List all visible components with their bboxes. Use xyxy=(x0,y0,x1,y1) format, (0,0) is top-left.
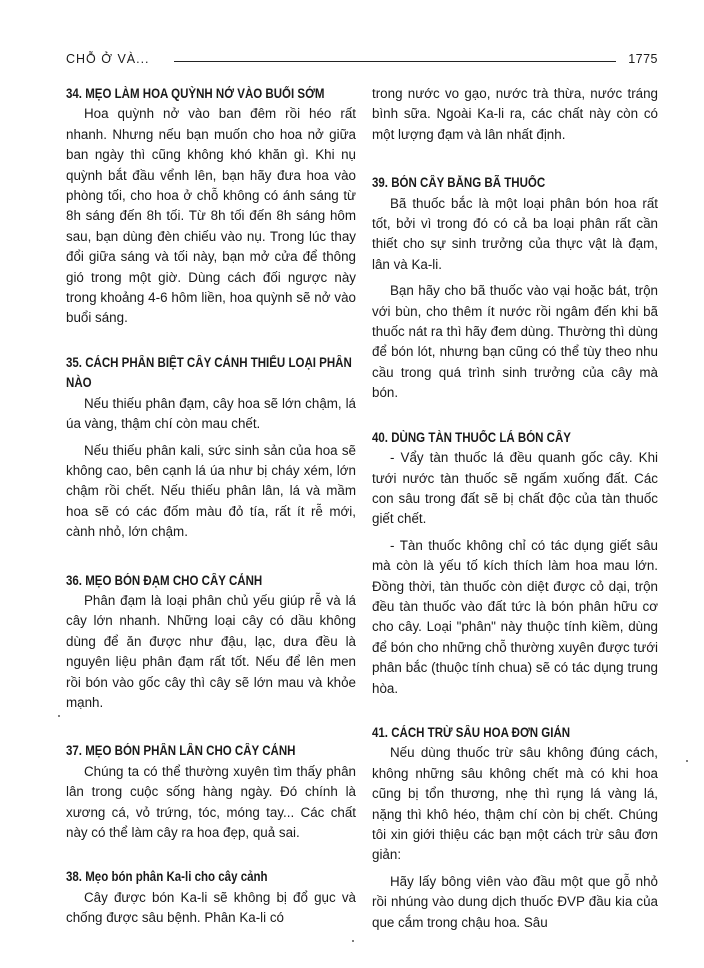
scan-speck xyxy=(352,940,354,942)
section-39-paragraph-1: Bã thuốc bắc là một loại phân bón hoa rất tốt, bởi vì trong đó có cả ba loại phân rất cần thiết cho sự sinh trưởng của thực vật là đạm, lân và Ka-li. xyxy=(372,195,658,272)
section-heading-40: 40. DÙNG TÀN THUỐC LÁ BÓN CÂY xyxy=(372,429,571,445)
section-41-paragraph-2: Hãy lấy bông viên vào đầu một que gỗ nhỏ rồi nhúng vào dung dịch thuốc ĐVP đầu kia của que cắm trong chậu hoa. Sâu xyxy=(372,873,658,930)
scan-speck xyxy=(58,715,60,717)
header-rule xyxy=(174,61,616,62)
section-35-paragraph-2: Nếu thiếu phân kali, sức sinh sản của hoa sẽ không cao, bên cạnh lá úa như bị cháy xém, lớn chậm rồi chết. Nếu thiếu phân lân, lá và mầm hoa sẽ có các đốm màu đỏ tía, rất ít rễ mới, cành nhỏ, lớn chậm. xyxy=(66,442,356,540)
section-heading-38: 38. Mẹo bón phân Ka-li cho cây cảnh xyxy=(66,869,268,885)
section-heading-35: 35. CÁCH PHÂN BIỆT CÂY CẢNH THIẾU LOẠI PHÂN NÀO xyxy=(66,354,352,391)
section-36-paragraph: Phân đạm là loại phân chủ yếu giúp rễ và lá cây lớn nhanh. Những loại cây có dầu không dùng để ăn được như đậu, lạc, dưa đều là nguyên liệu phân đạm rất tốt. Nếu để lên men rồi bón vào gốc cây thì cây sẽ lớn mau và khỏe mạnh. xyxy=(66,592,356,710)
section-heading-37: 37. MẸO BÓN PHÂN LÂN CHO CÂY CẢNH xyxy=(66,743,296,759)
section-40-paragraph-1: - Vẩy tàn thuốc lá đều quanh gốc cây. Khi tưới nước tàn thuốc sẽ ngấm xuống đất. Các con sâu trong đất sẽ bị chất độc của tàn thuốc giết chết. xyxy=(372,450,658,527)
section-heading-39: 39. BÓN CÂY BẰNG BÃ THUỐC xyxy=(372,175,546,191)
section-41-paragraph-1: Nếu dùng thuốc trừ sâu không đúng cách, không những sâu không chết mà có khi hoa cũng bị tổn thương, nhẹ thì rụng lá vàng lá, nặng thì khô héo, thậm chí còn bị chết. Chúng tôi xin giới thiệu các bạn một cách trừ sâu đơn giản: xyxy=(372,745,658,863)
section-39-paragraph-2: Bạn hãy cho bã thuốc vào vại hoặc bát, trộn với bùn, cho thêm ít nước rồi ngâm đến khi bã thuốc nát ra thì hãy đem dùng. Thường thì dùng để bón lót, nhưng bạn cũng có thể tùy theo nhu cầu trong quá trình sinh trưởng của cây mà bón. xyxy=(372,283,658,401)
section-heading-36: 36. MẸO BÓN ĐẠM CHO CÂY CẢNH xyxy=(66,572,263,588)
section-37-paragraph: Chúng ta có thể thường xuyên tìm thấy phân lân trong cuộc sống hàng ngày. Đó chính là xương cá, vỏ trứng, tóc, móng tay... Các chất này có thể làm cây ra hoa đẹp, quả sai. xyxy=(66,763,356,840)
section-heading-41: 41. CÁCH TRỪ SÂU HOA ĐƠN GIẢN xyxy=(372,724,571,740)
scan-speck xyxy=(686,760,688,762)
left-column xyxy=(66,84,356,929)
continued-paragraph: trong nước vo gạo, nước trà thừa, nước tráng bình sữa. Ngoài Ka-li ra, các chất này còn có một lượng đạm và lân nhất định. xyxy=(372,86,658,142)
running-title: CHỖ Ở VÀ... xyxy=(66,52,150,66)
section-heading-34: 34. MẸO LÀM HOA QUỲNH NỞ VÀO BUỔI SỚM xyxy=(66,86,325,101)
page-number: 1775 xyxy=(628,52,658,66)
section-40-paragraph-2: - Tàn thuốc không chỉ có tác dụng giết sâu mà còn là yếu tố kích thích làm hoa mau lớn. Đồng thời, tàn thuốc còn diệt được cỏ dại, trộn đều tàn thuốc vào đất tức là bón phân hữu cơ cho cây. Loại "phân" này thuộc tính kiềm, dùng để bón cho những chỗ thường xuyên được tưới phân bắc (thuộc tính chua) sẽ có tác dụng trung hòa. xyxy=(372,537,658,696)
section-38-paragraph: Cây được bón Ka-li sẽ không bị đổ gục và chống được sâu bệnh. Phân Ka-li có xyxy=(66,889,356,926)
section-34-paragraph: Hoa quỳnh nở vào ban đêm rồi héo rất nhanh. Nhưng nếu bạn muốn cho hoa nở giữa ban ngày thì cũng không khó khăn gì. Khi nụ quỳnh bắt đầu vểnh lên, bạn hãy đưa hoa vào phòng tối, cho hoa ở chỗ không có ánh sáng từ 8h sáng đến 8h tối. Từ 8h tối đến 8h sáng hôm sau, bạn dùng đèn chiếu vào nụ. Trong lúc thay đổi giữa sáng và tối này, bạn mở cửa để thông gió trong một giờ. Dùng cách đối ngược này trong khoảng 4-6 hôm liền, hoa quỳnh sẽ nở vào buổi sáng. xyxy=(66,106,356,326)
section-35-paragraph-1: Nếu thiếu phân đạm, cây hoa sẽ lớn chậm, lá úa vàng, thậm chí còn mau chết. xyxy=(66,395,356,432)
right-column xyxy=(372,84,658,933)
running-header xyxy=(66,52,658,70)
